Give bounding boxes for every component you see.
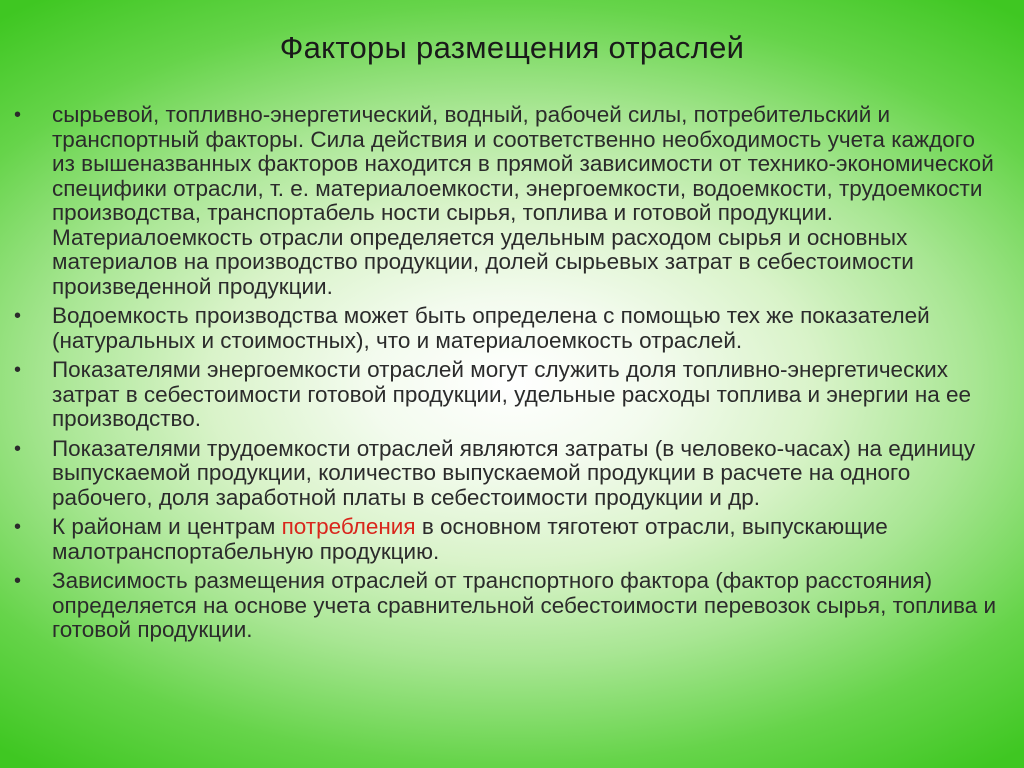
- bullet-text: Показателями трудоемкости отраслей являются затраты (в человеко-часах) на единицу выпускаемой продукции, количество выпускаемой продукции в расчете на одного рабочего, доля заработной платы в себестоимости продукции и др.: [52, 435, 976, 510]
- bullet-text-after: в основном тяготеют отрасли, выпускающие малотранспортабельную продукцию.: [52, 514, 888, 564]
- bullet-marker-icon: •: [14, 359, 22, 381]
- bullet-item-labor-intensity: [14, 437, 1000, 511]
- bullet-text: Водоемкость производства может быть определена с помощью тех же показателей (натуральных и стоимостных), что и материалоемкость отраслей.: [52, 303, 930, 353]
- bullet-text: Показателями энергоемкости отраслей могут служить доля топливно-энергетических затрат в себестоимости готовой продукции, удельные расходы топлива и энергии на ее производство.: [52, 357, 972, 431]
- bullet-item-energy-intensity: [14, 358, 1000, 432]
- bullet-text: Зависимость размещения отраслей от транспортного фактора (фактор расстояния) определяется на основе учета сравнительной себестоимости перевозок сырья, топлива и готовой продукции.: [52, 568, 997, 642]
- bullet-marker-icon: •: [14, 516, 22, 538]
- bullet-marker-icon: •: [14, 570, 22, 592]
- bullet-text-before: К районам и центрам: [52, 514, 282, 539]
- bullet-list: [14, 103, 1000, 648]
- bullet-marker-icon: •: [14, 437, 22, 460]
- bullet-item-raw-materials: [14, 103, 1000, 299]
- bullet-item-water-intensity: [14, 304, 1000, 353]
- highlighted-word: потребления: [281, 514, 416, 539]
- bullet-marker-icon: •: [14, 305, 22, 327]
- bullet-item-consumption: [14, 515, 1000, 564]
- bullet-text: сырьевой, топливно-энергетический, водный, рабочей силы, потребительский и транспортный факторы. Сила действия и соответственно необходимость учета каждого из вышеназванных факторов находится в прямой зависимости от технико-экономической специфики отрасли, т. е. материалоемкости, энергоемкости, водоемкости, трудоемкости производства, транспортабель ности сырья, топлива и готовой продукции. Материалоемкость отрасли определяется удельным расходом сырья и основных материалов на производство продукции, долей сырьевых затрат в себестоимости произведенной продукции.: [52, 102, 994, 299]
- bullet-marker-icon: •: [14, 104, 22, 126]
- slide-title: Факторы размещения отраслей: [279, 30, 745, 65]
- bullet-item-transport: [14, 569, 1000, 643]
